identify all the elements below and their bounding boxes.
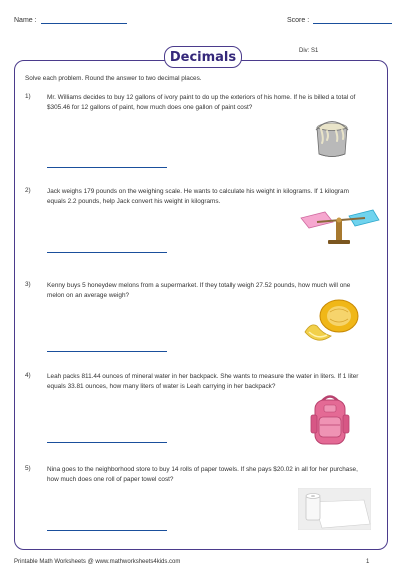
name-field — [14, 16, 127, 24]
answer-line-3[interactable] — [47, 351, 167, 352]
problem-number: 2) — [25, 187, 31, 194]
page-number: 1 — [366, 559, 370, 565]
name-label: Name : — [14, 17, 37, 24]
score-field — [287, 16, 392, 24]
paper-towel-icon — [298, 488, 371, 530]
backpack-icon — [309, 393, 351, 447]
answer-line-1[interactable] — [47, 167, 167, 168]
division-label: Div: S1 — [299, 48, 319, 54]
footer-text: Printable Math Worksheets @ www.mathworksheets4kids.com — [14, 559, 181, 565]
problem-number: 3) — [25, 281, 31, 288]
worksheet-title: Decimals — [164, 46, 242, 68]
paint-bucket-icon — [312, 117, 352, 161]
problem-text: Nina goes to the neighborhood store to buy 14 rolls of paper towels. If she pays $20.02 in all for her purchase, how much does one roll of paper towel cost? — [47, 466, 358, 483]
name-line[interactable] — [41, 16, 127, 24]
problem-text: Leah packs 811.44 ounces of mineral water in her backpack. She wants to measure the water in liters. If 1 liter equals 33.81 ounces, how many liters of water is Leah carrying in her backpack? — [47, 373, 359, 390]
problem-text: Mr. Williams decides to buy 12 gallons of ivory paint to do up the exteriors of his home. If he is billed a total of $305.46 for 12 gallons of paint, how much does one gallon of paint cost? — [47, 94, 356, 111]
problem-number: 1) — [25, 93, 31, 100]
balance-scale-icon — [299, 208, 381, 246]
score-label: Score : — [287, 17, 310, 24]
problem-text: Jack weighs 179 pounds on the weighing scale. He wants to calculate his weight in kilograms. If 1 kilogram equals 2.2 pounds, help Jack convert his weight in kilograms. — [47, 188, 349, 205]
answer-line-5[interactable] — [47, 530, 167, 531]
instructions: Solve each problem. Round the answer to two decimal places. — [25, 75, 202, 82]
problem-text: Kenny buys 5 honeydew melons from a supermarket. If they totally weigh 27.52 pounds, how much will one melon on an average weigh? — [47, 282, 351, 299]
score-line[interactable] — [313, 16, 392, 24]
melon-icon — [303, 296, 361, 346]
answer-line-2[interactable] — [47, 252, 167, 253]
answer-line-4[interactable] — [47, 442, 167, 443]
problem-number: 5) — [25, 465, 31, 472]
problem-number: 4) — [25, 372, 31, 379]
